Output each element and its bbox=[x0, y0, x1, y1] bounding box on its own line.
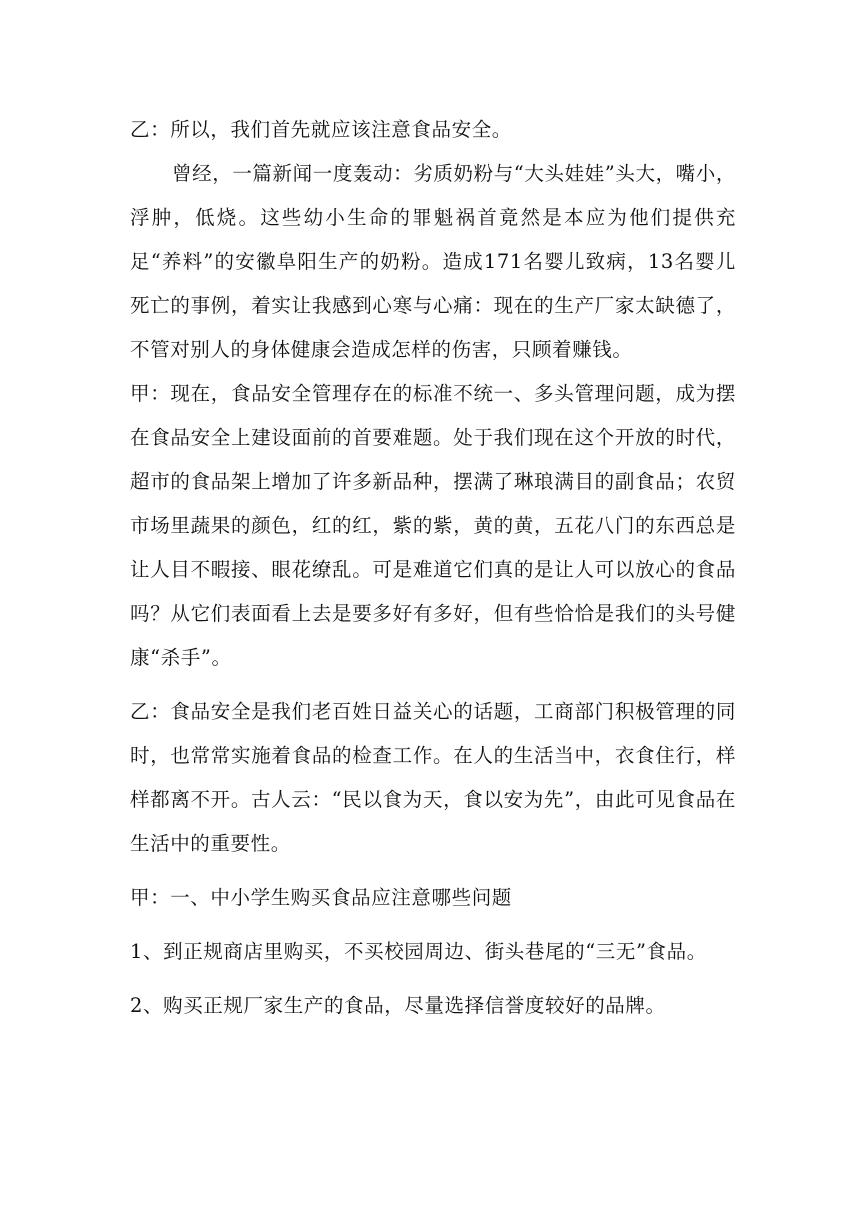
paragraph-news: 曾经，一篇新闻一度轰动：劣质奶粉与“大头娃娃”头大，嘴小，浮肿，低烧。这些幼小生命的罪魁祸首竟然是本应为他们提供充足“养料”的安徽阜阳生产的奶粉。造成171名婴儿致病，13名婴儿死亡的事例，着实让我感到心寒与心痛：现在的生产厂家太缺德了，不管对别人的身体健康会造成怎样的伤害，只顾着赚钱。 bbox=[130, 162, 736, 361]
list-item: 2、购买正规厂家生产的食品，尽量选择信誉度较好的品牌。 bbox=[130, 994, 666, 1017]
paragraph-concern: 乙：食品安全是我们老百姓日益关心的话题，工商部门积极管理的同时，也常常实施着食品的检查工作。在人的生活当中，衣食住行，样样都离不开。古人云：“民以食为天，食以安为先”，由此可见食品在生活中的重要性。 bbox=[130, 700, 736, 855]
document-body bbox=[130, 108, 736, 1028]
paragraph-management: 甲：现在，食品安全管理存在的标准不统一、多头管理问题，成为摆在食品安全上建设面前的首要难题。处于我们现在这个开放的时代，超市的食品架上增加了许多新品种，摆满了琳琅满目的副食品；农贸市场里蔬果的颜色，红的红，紫的紫，黄的黄，五花八门的东西总是让人目不暇接、眼花缭乱。可是难道它们真的是让人可以放心的食品吗？从它们表面看上去是要多好有多好，但有些恰恰是我们的头号健康“杀手”。 bbox=[130, 382, 736, 669]
list-item: 1、到正规商店里购买，不买校园周边、街头巷尾的“三无”食品。 bbox=[130, 940, 707, 963]
section-heading: 甲：一、中小学生购买食品应注意哪些问题 bbox=[130, 886, 512, 909]
paragraph-intro: 乙：所以，我们首先就应该注意食品安全。 bbox=[130, 118, 512, 141]
